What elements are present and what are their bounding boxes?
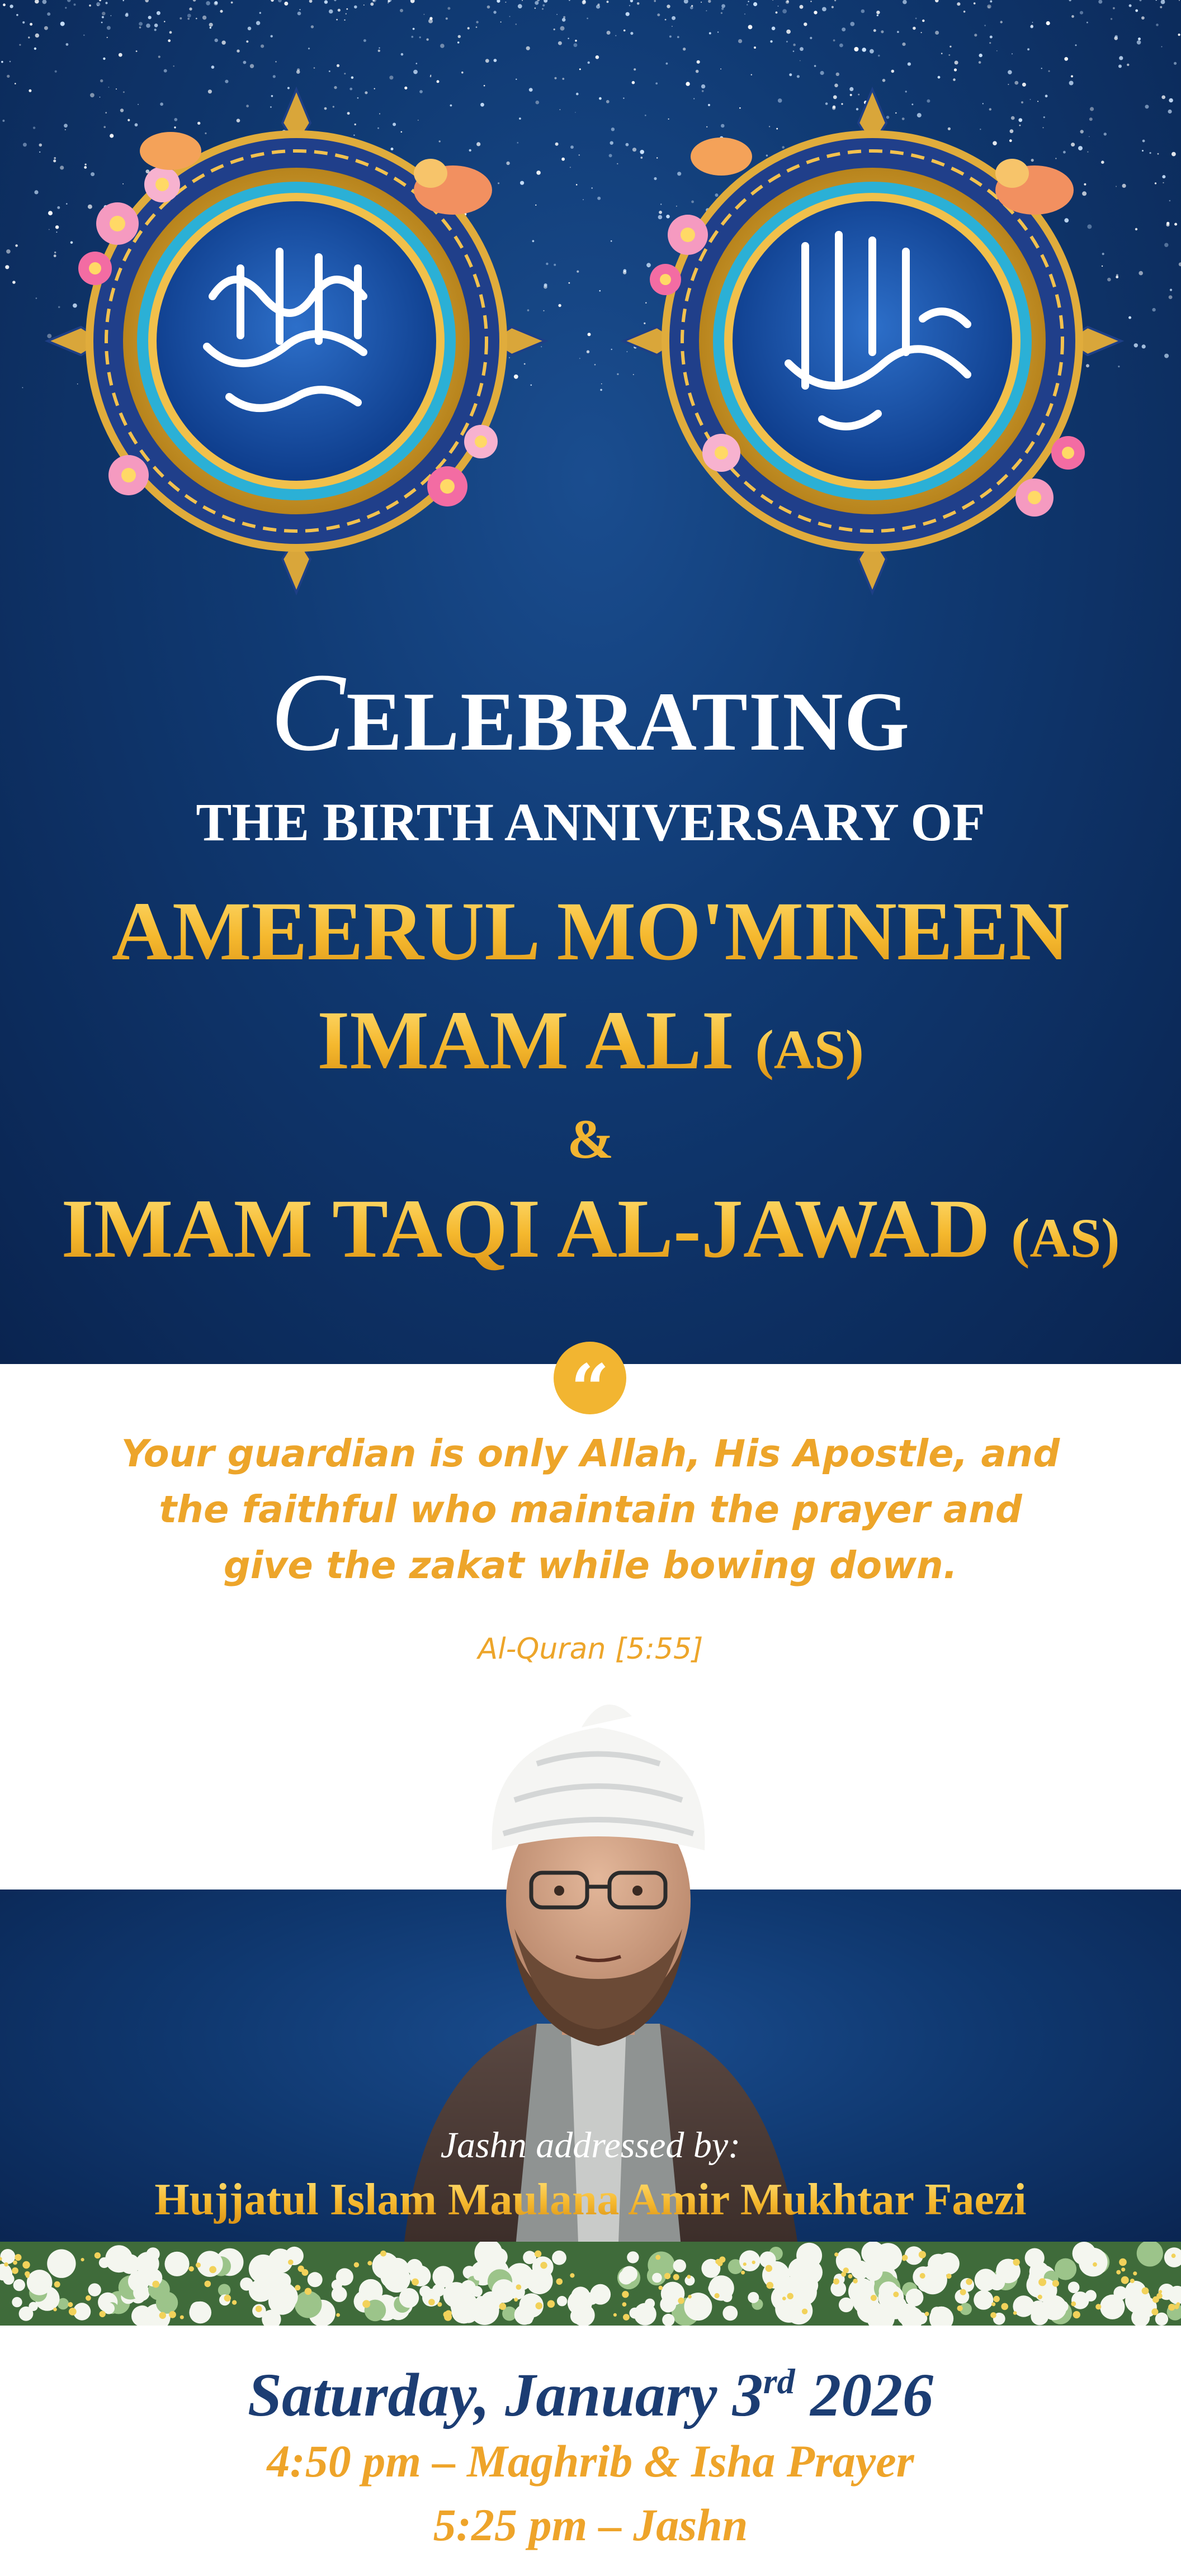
flower-garland [0, 2242, 1181, 2326]
event-details [0, 2326, 1181, 2576]
quote-line: Your guardian is only Allah, His Apostle, and [121, 1432, 1060, 1475]
quote-line: the faithful who maintain the prayer and [159, 1488, 1022, 1531]
imam-taqi-heading: IMAM TAQI AL-JAWAD (AS) [61, 1182, 1120, 1275]
quote-source: Al-Quran [5:55] [478, 1632, 703, 1666]
ampersand: & [567, 1108, 614, 1170]
speaker-name: Hujjatul Islam Maulana Amir Mukhtar Faezi [0, 2175, 1181, 2225]
speaker-portrait [369, 1666, 828, 2258]
addressed-by-label: Jashn addressed by: [440, 2125, 741, 2166]
quote-line: give the zakat while bowing down. [223, 1543, 958, 1587]
jashn-time: 5:25 pm – Jashn [433, 2499, 748, 2550]
event-date: Saturday, January 3rd 2026 [247, 2361, 934, 2429]
speaker-section [0, 1890, 1181, 2258]
celebrating-heading: CELEBRATING [270, 651, 911, 774]
prayer-time: 4:50 pm – Maghrib & Isha Prayer [267, 2436, 914, 2487]
right-calligraphy-medallion-icon [621, 84, 1124, 598]
imam-ali-heading: IMAM ALI (AS) [317, 994, 864, 1087]
left-calligraphy-medallion-icon [45, 84, 548, 598]
ameerul-momineen-heading: AMEERUL MO'MINEEN [0, 875, 1181, 987]
headline [0, 651, 1181, 1291]
quote-text [56, 1426, 1125, 1593]
quote-mark-icon: “ [554, 1342, 626, 1414]
birth-anniversary-heading: THE BIRTH ANNIVERSARY OF [196, 792, 985, 852]
